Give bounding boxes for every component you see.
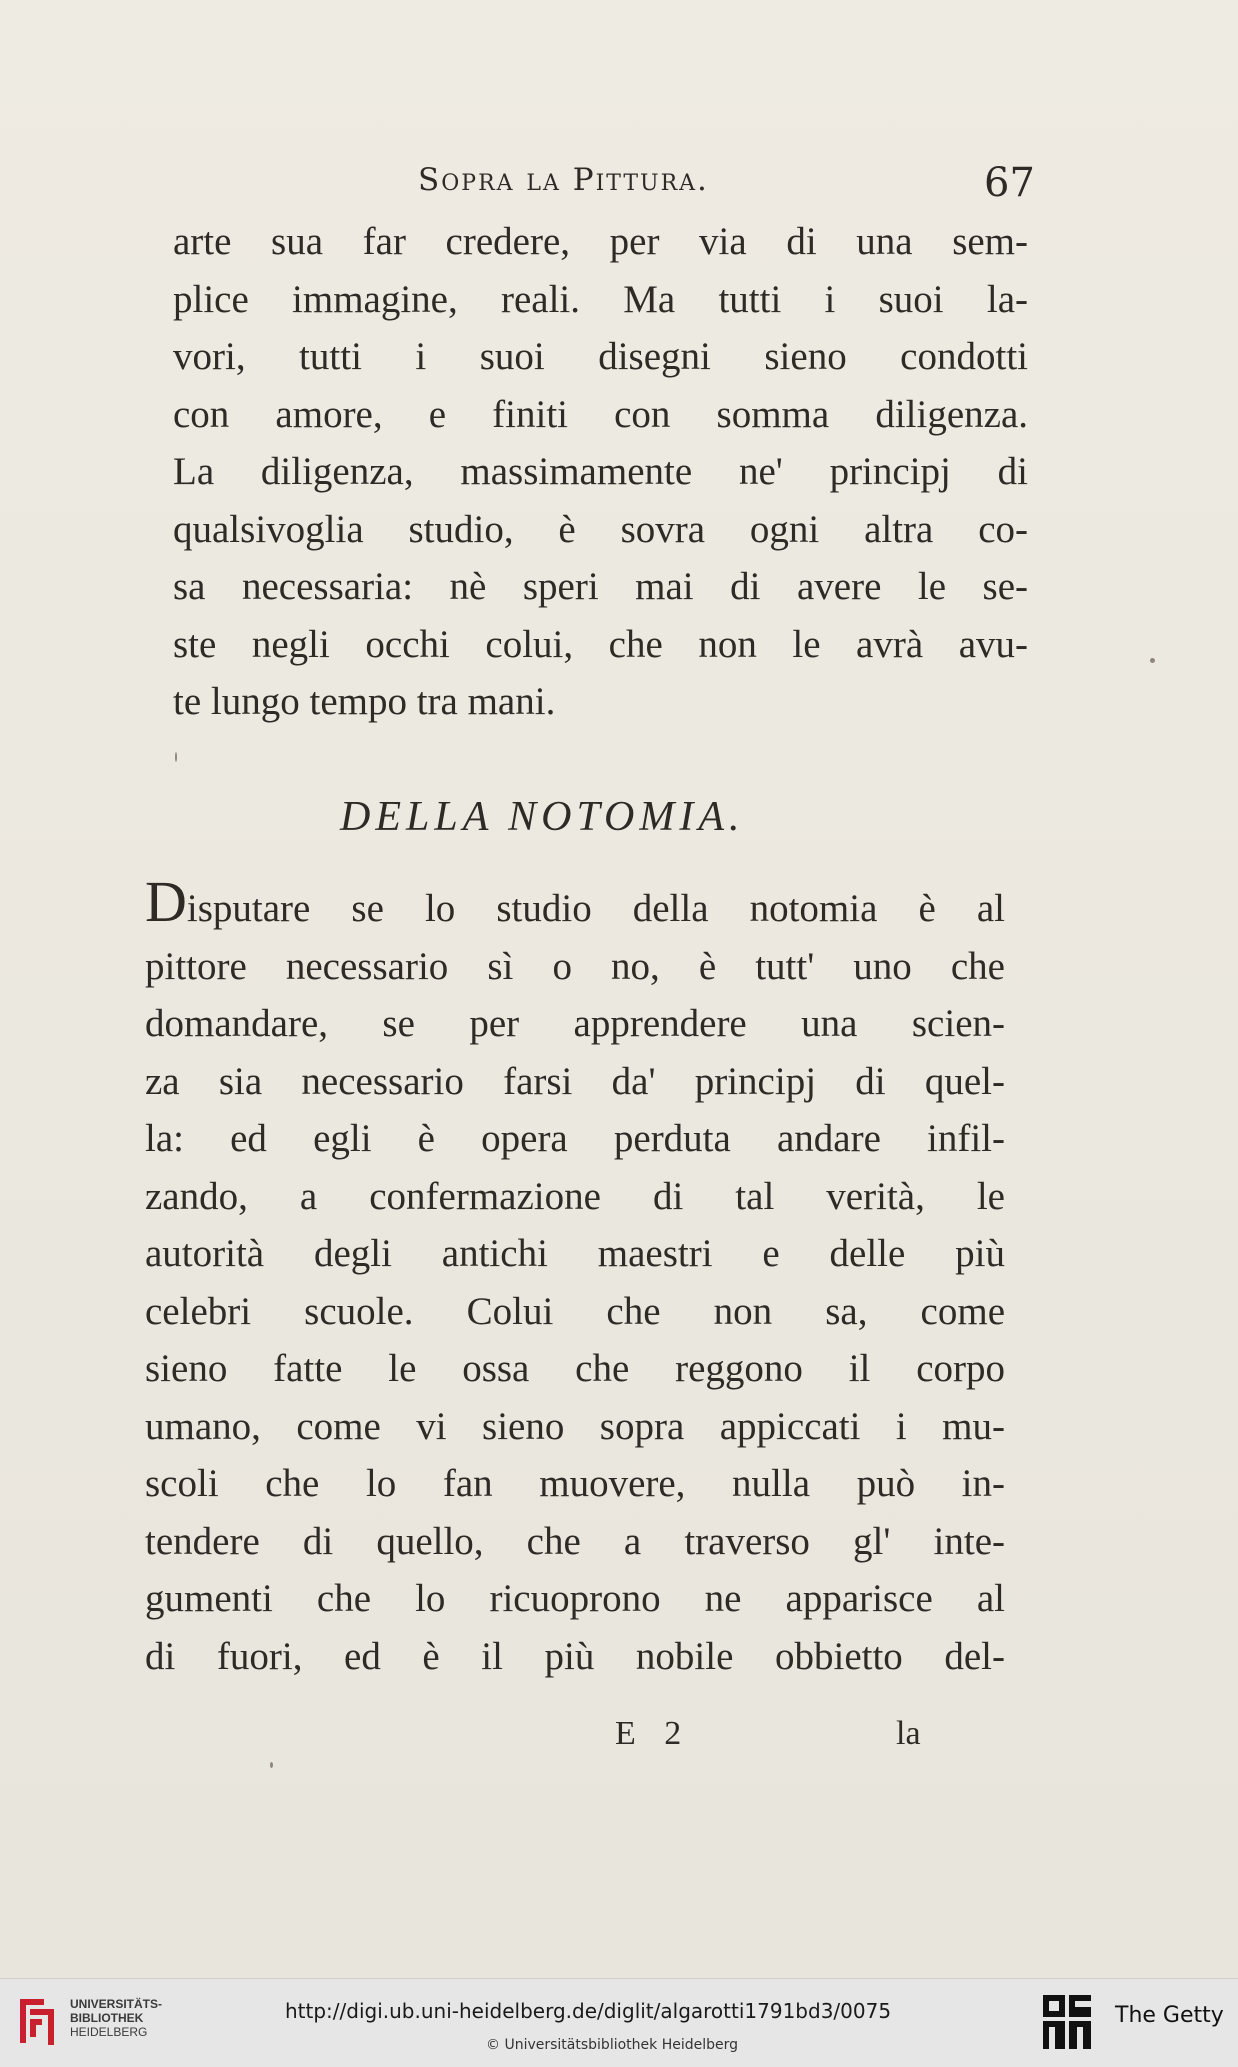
text-line-first [145,869,1005,938]
text-line: qualsivoglia studio, è sovra ogni altra co- [173,507,1028,551]
getty-name: The Getty [1115,2003,1224,2028]
library-name-line: HEIDELBERG [70,2025,148,2039]
text-line: scoli che lo fan muovere, nulla può in- [145,1462,1005,1505]
text-line: tendere di quello, che a traverso gl' inte- [145,1519,1005,1563]
text-line: celebri scuole. Colui che non sa, come [145,1289,1005,1333]
first-line-text: isputare se lo studio della notomia è al [186,887,1005,930]
library-name-line: UNIVERSITÄTS- [70,1997,163,2011]
text-line: La diligenza, massimamente ne' principj di [173,450,1028,493]
paragraph-2 [145,869,1005,1685]
library-name-line: BIBLIOTHEK [70,2011,144,2025]
text-line: zando, a confermazione di tal verità, le [145,1174,1005,1218]
text-line: ste negli occhi colui, che non le avrà avu- [173,622,1028,666]
text-line: gumenti che lo ricuoprono ne apparisce al [145,1577,1005,1620]
catchword: la [896,1715,921,1752]
text-line: vori, tutti i suoi disegni sieno condotti [173,335,1028,378]
paper-speck [175,752,177,762]
text-line: arte sua far credere, per via di una sem- [173,220,1028,263]
paper-speck [1150,658,1155,663]
text-line: la: ed egli è opera perduta andare infil- [145,1117,1005,1160]
university-library-logo [14,1993,60,2051]
drop-cap: D [145,869,187,934]
library-name [70,1997,162,2039]
permalink-url[interactable]: http://digi.ub.uni-heidelberg.de/diglit/algarotti1791bd3/0075 [285,1999,892,2023]
viewer-footer [0,1978,1238,2067]
paragraph-1 [173,213,1028,731]
page-number: 67 [984,160,1035,206]
section-heading: DELLA NOTOMIA. [340,794,745,840]
text-line: umano, come vi sieno sopra appiccati i mu- [145,1404,1005,1448]
text-line: za sia necessario farsi da' principj di quel- [145,1059,1005,1103]
text-line: con amore, e finiti con somma diligenza. [173,392,1028,436]
text-line: autorità degli antichi maestri e delle più [145,1232,1005,1275]
copyright-notice: © Universitätsbibliothek Heidelberg [486,2037,739,2053]
text-line: sa necessaria: nè speri mai di avere le se- [173,565,1028,608]
text-line: sieno fatte le ossa che reggono il corpo [145,1347,1005,1390]
text-line: te lungo tempo tra mani. [173,680,556,723]
signature-mark: E 2 [615,1715,692,1752]
paper-speck [270,1762,273,1768]
text-line: plice immagine, reali. Ma tutti i suoi la- [173,277,1028,321]
text-line: domandare, se per apprendere una scien- [145,1002,1005,1045]
running-head: Sopra la Pittura. [418,162,709,198]
getty-logo-icon [1041,1993,1095,2053]
text-line: pittore necessario sì o no, è tutt' uno che [145,944,1005,988]
text-line: di fuori, ed è il più nobile obbietto del- [145,1634,1005,1678]
